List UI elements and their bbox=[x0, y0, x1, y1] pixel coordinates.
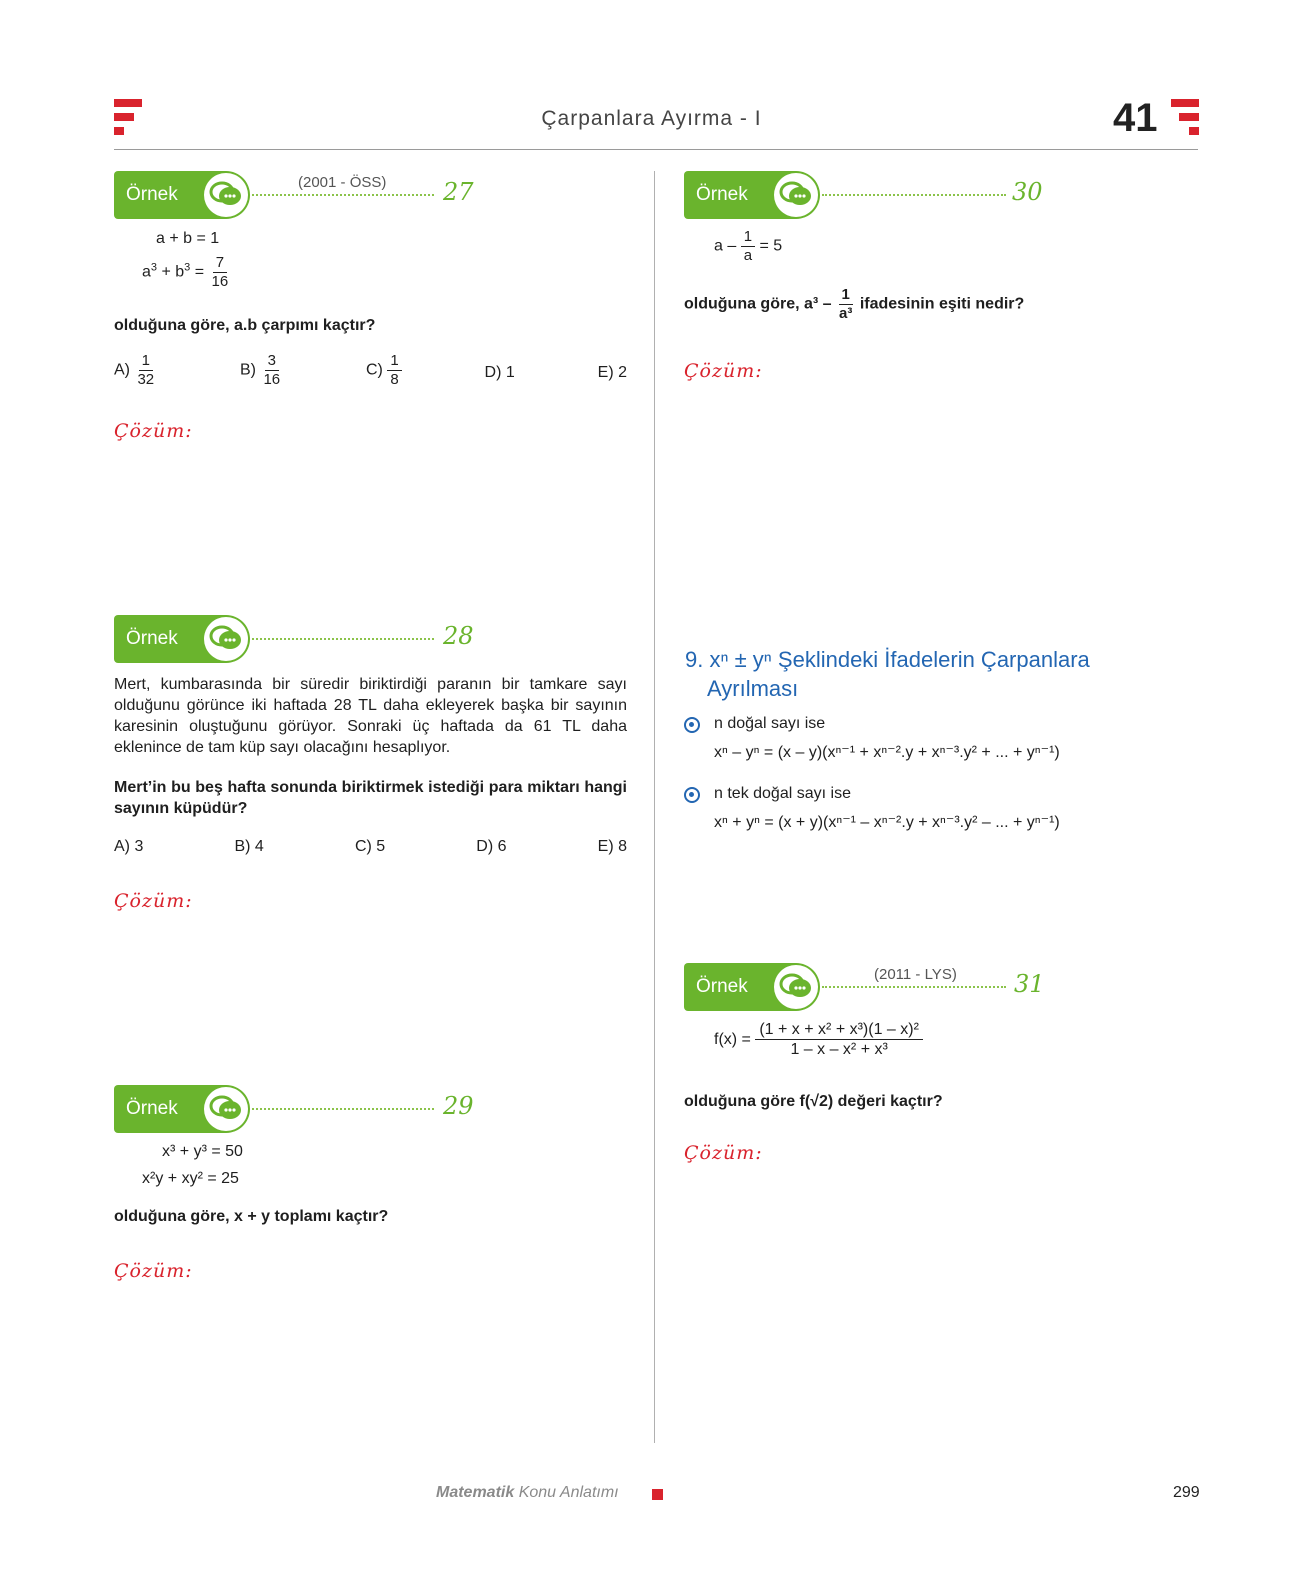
question-text: olduğuna göre f(√2) değeri kaçtır? bbox=[684, 1093, 943, 1110]
rule-condition: n doğal sayı ise bbox=[714, 715, 826, 732]
ornek-badge-29 bbox=[114, 1085, 250, 1133]
speech-bubbles-icon bbox=[204, 1087, 248, 1131]
rule-condition: n tek doğal sayı ise bbox=[714, 785, 851, 802]
ornek-badge-27 bbox=[114, 171, 250, 219]
rule-formula: xⁿ – yⁿ = (x – y)(xⁿ⁻¹ + xⁿ⁻².y + xⁿ⁻³.y² + ... + yⁿ⁻¹) bbox=[714, 744, 1060, 761]
column-divider bbox=[654, 171, 655, 1443]
ornek-badge-28 bbox=[114, 615, 250, 663]
solution-label: Çözüm: bbox=[684, 1142, 763, 1164]
bullet-target-icon bbox=[684, 787, 700, 803]
function-definition: f(x) = $\frac{\text{(1 + x + x² + x³)(1 – x)²}}{\text{1 – x – x² + x³}}$ bbox=[714, 1020, 923, 1059]
section-heading: 9. xⁿ ± yⁿ Şeklindeki İfadelerin Çarpanlara Ayrılması bbox=[685, 647, 1090, 701]
equation-sum: a + b = 1 bbox=[156, 230, 220, 247]
option-a[interactable]: A) 3 bbox=[114, 838, 144, 855]
speech-bubbles-icon bbox=[774, 173, 818, 217]
problem-paragraph: Mert, kumbarasında bir süredir biriktirdiği paranın bir tamkare sayı olduğunu görünce iki haftada 28 TL daha ekleyerek başka bir sayının karesinin oluştuğunu görüyor. Sonraki üç haftada da 61 TL daha eklenince de tam küp sayı olacağını hesaplıyor. bbox=[114, 676, 627, 756]
ornek-label: Örnek bbox=[126, 628, 178, 649]
question-number: 31 bbox=[1014, 970, 1045, 998]
ornek-label: Örnek bbox=[126, 1098, 178, 1119]
page-number: 299 bbox=[1173, 1484, 1200, 1501]
speech-bubbles-icon bbox=[774, 965, 818, 1009]
footer-square-mark bbox=[652, 1489, 663, 1500]
ornek-badge-31 bbox=[684, 963, 820, 1011]
option-a[interactable]: A) $\frac{1}{32}$ bbox=[114, 352, 155, 388]
dotted-leader bbox=[252, 638, 434, 640]
option-b[interactable]: B) 4 bbox=[234, 838, 264, 855]
chapter-number: 41 bbox=[1113, 96, 1158, 140]
question-number: 29 bbox=[443, 1092, 474, 1120]
brand-logo-right bbox=[1171, 99, 1201, 137]
ornek-label: Örnek bbox=[696, 976, 748, 997]
ornek-badge-30 bbox=[684, 171, 820, 219]
option-c[interactable]: C) $\frac{1}{8}$ bbox=[366, 352, 402, 389]
option-b[interactable]: B) $\frac{3}{16}$ bbox=[240, 352, 281, 388]
option-e[interactable]: E) 8 bbox=[597, 838, 627, 855]
header-divider bbox=[114, 149, 1198, 150]
dotted-leader bbox=[822, 194, 1006, 196]
question-text: Mert’in bu beş hafta sonunda biriktirmek istediği para miktarı hangi sayının küpüdür? bbox=[114, 779, 627, 817]
solution-label: Çözüm: bbox=[114, 890, 193, 912]
question-number: 28 bbox=[443, 622, 474, 650]
dotted-leader bbox=[252, 1108, 434, 1110]
option-d[interactable]: D) 1 bbox=[484, 364, 515, 381]
ornek-label: Örnek bbox=[696, 184, 748, 205]
solution-label: Çözüm: bbox=[684, 360, 763, 382]
equation-given: a – $\frac{1}{a}$ = 5 bbox=[714, 228, 783, 264]
solution-label: Çözüm: bbox=[114, 420, 193, 442]
equation-cube-sum: x³ + y³ = 50 bbox=[162, 1143, 243, 1160]
dotted-leader bbox=[822, 986, 1006, 988]
question-text: olduğuna göre, a.b çarpımı kaçtır? bbox=[114, 317, 376, 334]
question-text: olduğuna göre, x + y toplamı kaçtır? bbox=[114, 1208, 389, 1225]
question-source: (2011 - LYS) bbox=[874, 966, 957, 983]
equation-mixed-sum: x²y + xy² = 25 bbox=[142, 1170, 239, 1187]
rule-formula: xⁿ + yⁿ = (x + y)(xⁿ⁻¹ – xⁿ⁻².y + xⁿ⁻³.y² – ... + yⁿ⁻¹) bbox=[714, 814, 1060, 831]
answer-options bbox=[114, 352, 627, 389]
footer-brand: Matematik Konu Anlatımı bbox=[436, 1484, 619, 1501]
question-text: olduğuna göre, a³ – $\frac{1}{\text{a³}}$ ifadesinin eşiti nedir? bbox=[684, 286, 1025, 322]
equation-cubes: $a^3 + b^3$ = $\frac{7}{16}$ bbox=[142, 254, 229, 290]
speech-bubbles-icon bbox=[204, 173, 248, 217]
bullet-target-icon bbox=[684, 717, 700, 733]
question-number: 27 bbox=[443, 178, 474, 206]
option-d[interactable]: D) 6 bbox=[476, 838, 507, 855]
dotted-leader bbox=[252, 194, 434, 196]
option-c[interactable]: C) 5 bbox=[354, 838, 386, 855]
question-source: (2001 - ÖSS) bbox=[298, 174, 387, 191]
option-e[interactable]: E) 2 bbox=[597, 364, 627, 381]
answer-options bbox=[114, 838, 627, 856]
speech-bubbles-icon bbox=[204, 617, 248, 661]
chapter-title: Çarpanlara Ayırma - I bbox=[541, 107, 762, 130]
solution-label: Çözüm: bbox=[114, 1260, 193, 1282]
question-number: 30 bbox=[1012, 178, 1043, 206]
ornek-label: Örnek bbox=[126, 184, 178, 205]
